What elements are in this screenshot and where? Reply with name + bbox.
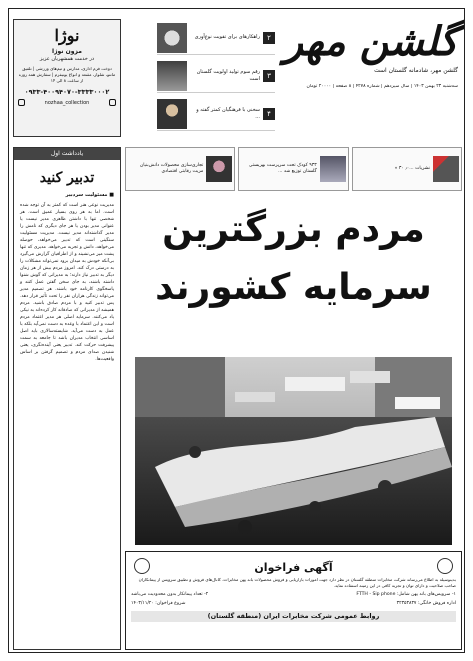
ad-subtitle: مزون نوژا — [52, 48, 82, 55]
strip-item[interactable] — [125, 147, 235, 191]
editorial-header: یادداشت اول — [14, 148, 120, 160]
ad-subtitle-secondary: در خدمت همشهریان عزیز — [39, 56, 95, 62]
announcement-item: ۱- سرویس‌های باند پهن شامل: FTTH - Sip phone — [356, 592, 456, 597]
strip-text: ۹۳۳ کودک تحت سرپرست بهزیستی گلستان توزیع شد ... — [248, 163, 317, 174]
ad-logo: نوژا — [54, 26, 80, 45]
ad-description: دوخت فرم اداری، مدارس و تیم‌های ورزشی | تلفیق مانتو، شلوار، مقنعه و انواع یونیفرم | سفارش همه روزه از ساعت ۸ الی ۱۴ — [18, 66, 116, 83]
page-number-badge: ۳ — [263, 70, 275, 82]
ad-social-handle: nozhaa_collection — [44, 99, 90, 106]
teaser-item[interactable] — [157, 21, 275, 55]
announcement-row — [131, 591, 456, 598]
brain-image — [157, 23, 187, 53]
teaser-text: رقم سوم تولید اولویت گلستان است — [196, 68, 260, 82]
telecom-logo-icon — [134, 558, 150, 574]
strip-thumbnail — [320, 156, 346, 182]
newspaper-slogan: گلشن مهر، شادمانه گلستان است — [374, 67, 458, 74]
masthead — [283, 19, 458, 127]
instagram-icon — [109, 99, 116, 106]
strip-item[interactable] — [238, 147, 348, 191]
strip-thumbnail — [433, 156, 459, 182]
announcement-item: ۲- تعداد پیمانکار بدون محدودیت می‌باشد — [131, 592, 209, 597]
tender-announcement — [125, 551, 462, 650]
editorial-column — [13, 147, 121, 650]
headline-line-1: مردم بزرگترین — [162, 209, 425, 250]
teaser-list — [157, 21, 275, 135]
news-strip — [125, 147, 462, 191]
page-number-badge: ۲ — [263, 32, 275, 44]
headline-line-2: سرمایه کشورند — [155, 267, 432, 308]
teaser-text: سخنی با فرهنگیان کمتر گفته و ... — [196, 106, 260, 120]
portrait-image — [157, 99, 187, 129]
editorial-author: ■ مسئولیت سردبیر — [65, 192, 114, 198]
teaser-item[interactable] — [157, 97, 275, 131]
instagram-icon — [18, 99, 25, 106]
announcement-item: شروع فراخوان: ۱۴۰۳/۱۱/۲۰ — [131, 601, 186, 606]
strip-thumbnail — [206, 156, 232, 182]
announcement-title: آگهی فراخوان — [254, 561, 333, 574]
factory-image — [157, 61, 187, 91]
ad-social-row — [14, 99, 120, 106]
telecom-logo-icon — [437, 558, 453, 574]
strip-text: تجاری‌سازی محصولات دانش‌بنیان مزیت رقابتی اقتصادی — [139, 163, 204, 174]
newspaper-title: گلشن مهر — [283, 18, 458, 65]
main-headline — [125, 201, 462, 317]
ad-phone: ۰۹۳۳-۴۰۰۹۴۰۷۰-۳۳۳۳۰۰۰۲ — [24, 88, 110, 96]
crowd-photo-graphic — [135, 357, 452, 545]
announcement-item: اداره فروش خانگی: ۳۲۳۵۳۸۳۷ — [396, 601, 456, 606]
strip-text: نشریات ...٫۰ ۳۰ » — [394, 166, 430, 171]
announcement-footer: روابط عمومی شرکت مخابرات ایران (منطقه گلستان) — [131, 611, 456, 622]
teaser-text: راهکارهای برای تقویت نوع‌آوری — [194, 34, 260, 40]
strip-item[interactable] — [352, 147, 462, 191]
teaser-item[interactable] — [157, 59, 275, 93]
editorial-body: مدیریت نوعی هنر است که کمتر به آن توجه شده است. اما به هر روی بسیار عمیق است. هر شخصی تنها با داشتن ظاهری مدیر نیست یا عنوانی مدیر بودن یا هر جای دیگری که نامش را مدیر گذاشته‌اند مدیر نیست. مدیریت مسئولیت سنگینی است که تدبیر می‌خواهد، حوصله می‌خواهد، دانش و تجربه می‌خواهد. مدیری که تنها پشت میز می‌نشیند و از اطرافیان گزارش می‌گیرد بی‌آنکه خودش به میدان برود نمی‌تواند مشکلات را به درستی درک کند. امروز مردم بیش از هر زمان دیگر به تدبیر نیاز دارند؛ به مدیرانی که گوش شنوا داشته باشند، به جای سخن گفتن عمل کنند و پاسخگوی کارنامه خود باشند. هر تصمیم مدیر می‌تواند زندگی هزاران نفر را تحت تأثیر قرار دهد. پس تدبیر کنید و با مردم صادق باشید. مردم همیشه از مدیرانی که صادقانه کار کرده‌اند به نیکی یاد می‌کنند. سرمایه اصلی هر مدیر اعتماد مردم است و این اعتماد با وعده به دست نمی‌آید بلکه با عمل به دست می‌آید. شایسته‌سالاری باید اصل اساسی انتخاب مدیران باشد تا جامعه به سمت پیشرفت حرکت کند. تدبیر یعنی آینده‌نگری، یعنی شنیدن صدای مردم و تصمیم گرفتن بر اساس واقعیت‌ها. — [20, 203, 114, 362]
announcement-body: بدینوسیله به اطلاع می‌رساند شرکت مخابرات منطقه گلستان در نظر دارد جهت امورات بازاریابی و فروش محصولات باند پهن مخابرات، کانال‌های فروش و تطبیق سرویس از پیمانکاران صاحب صلاحیت و دارای توان و تجربه کافی در این زمینه استفاده نماید. — [138, 577, 456, 588]
announcement-row — [131, 600, 456, 607]
crowd-photo — [135, 357, 452, 545]
issue-dateline: سه‌شنبه ۲۳ بهمن ۱۴۰۳ | سال سیزدهم | شماره ۴۲۷۸ | ۸ صفحه | ۲۰۰۰۰ تومان — [306, 84, 458, 89]
page-number-badge: ۴ — [263, 108, 275, 120]
newspaper-page — [8, 8, 465, 653]
advertisement-box — [13, 19, 121, 137]
editorial-title: تدبیر کنید — [39, 170, 95, 186]
